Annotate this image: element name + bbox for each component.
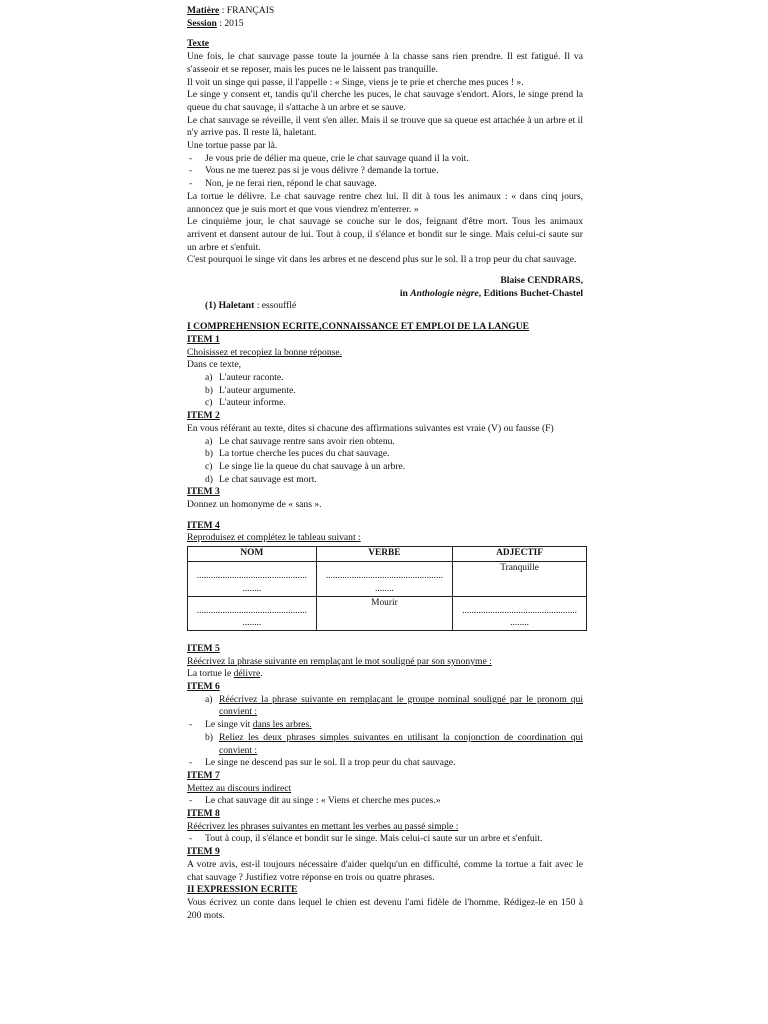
session-label: Session xyxy=(187,17,217,29)
footnote-label: (1) Haletant xyxy=(205,300,255,312)
item-6-parts xyxy=(187,694,583,719)
source-line xyxy=(187,288,583,301)
item-5-sentence: La tortue le délivre. xyxy=(187,668,263,680)
texte-paragraph-8: C'est pourquoi le singe vit dans les arbres et ne descend plus sur le sol. Il a trop peur du chat sauvage. xyxy=(187,254,577,266)
item-7-instruction: Mettez au discours indirect xyxy=(187,782,292,794)
table-cell-nom: ............................................... ........ xyxy=(188,596,317,630)
texte-paragraph-4: Le chat sauvage se réveille, il vent s'en aller. Mais il se trouve que sa queue est attachée à un arbre et il n'y arrive pas. Il reste là, haletant. xyxy=(187,114,583,139)
item-4-table xyxy=(187,546,587,631)
item-1-instruction: Choisissez et recopiez la bonne réponse. xyxy=(187,346,343,358)
item-4-title: ITEM 4 xyxy=(187,519,220,531)
table-header-verbe: VERBE xyxy=(316,547,452,562)
texte-paragraph-1: Une fois, le chat sauvage passe toute la journée à la chasse sans rien prendre. Il est fatigué. Il va s'asseoir et se reposer, mais les puces ne le laissent pas tranquille. xyxy=(187,51,583,75)
item-1-option-b: b) L'auteur argumente. xyxy=(205,384,296,396)
texte-paragraph-5: Une tortue passe par là. xyxy=(187,140,278,152)
texte-paragraph-6: La tortue le délivre. Le chat sauvage rentre chez lui. Il dit à tous les animaux : « dans cinq jours, annoncez que je suis mort et que vous viendrez m'enterrer. » xyxy=(187,190,583,215)
item-8-instruction: Réécrivez les phrases suivantes en mettant les verbes au passé simple : xyxy=(187,820,459,832)
item-2-option-c: c) Le singe lie la queue du chat sauvage à un arbre. xyxy=(205,460,406,472)
item-3-title: ITEM 3 xyxy=(187,486,220,498)
item-6-part-a: a) Réécrivez la phrase suivante en remplaçant le groupe nominal souligné par le pronom qui convient : xyxy=(205,693,583,718)
item-8-sentence: - Tout à coup, il s'élance et bondit sur le singe. Mais celui-ci saute sur un arbre et s'enfuit. xyxy=(187,833,583,846)
table-cell-verbe: Mourir xyxy=(316,596,452,630)
item-9-text: A votre avis, est-il toujours nécessaire d'aider quelqu'un en difficulté, comme la tortue a fait avec le chat sauvage ? Justifiez votre réponse en trois ou quatre phrases. xyxy=(187,858,583,883)
item-7-title: ITEM 7 xyxy=(187,769,220,781)
table-row xyxy=(188,596,587,630)
session-line xyxy=(187,18,583,31)
item-2-options xyxy=(187,436,583,487)
matiere-value: : FRANÇAIS xyxy=(219,5,275,16)
matiere-line xyxy=(187,5,583,18)
section-1-title: I COMPREHENSION ECRITE,CONNAISSANCE ET EMPLOI DE LA LANGUE xyxy=(187,321,530,333)
texte-paragraph-7: Le cinquième jour, le chat sauvage se couche sur le dos, feignant d'être mort. Tous les animaux arrivent et dansent autour de lui. Tout à coup, il s'élance et bondit sur le singe. Mais celui-ci saute sur un arbre et s'enfuit. xyxy=(187,216,583,253)
item-6-b-sentence: - Le singe ne descend pas sur le sol. Il a trop peur du chat sauvage. xyxy=(187,757,583,770)
item-2-title: ITEM 2 xyxy=(187,410,220,422)
source-book: Anthologie nègre xyxy=(410,287,479,299)
item-6-a-sentence: - Le singe vit dans les arbres. xyxy=(187,719,583,732)
item-2-option-d: d) Le chat sauvage est mort. xyxy=(205,473,317,485)
dialogue-line-1: - Je vous prie de délier ma queue, crie le chat sauvage quand il la voit. xyxy=(187,153,583,166)
dialogue-line-3: - Non, je ne ferai rien, répond le chat sauvage. xyxy=(187,178,583,191)
table-row xyxy=(188,562,587,596)
item-2-option-a: a) Le chat sauvage rentre sans avoir rien obtenu. xyxy=(205,435,395,447)
item-2-option-b: b) La tortue cherche les puces du chat sauvage. xyxy=(205,448,390,460)
texte-title: Texte xyxy=(187,38,210,50)
footnote xyxy=(187,300,583,313)
table-cell-adjectif: Tranquille xyxy=(453,562,587,596)
texte-paragraph-2: Il voit un singe qui passe, il l'appelle : « Singe, viens je te prie et cherche mes puces ! ». xyxy=(187,76,524,88)
table-header-nom: NOM xyxy=(188,547,317,562)
item-9-title: ITEM 9 xyxy=(187,846,220,858)
item-1-intro: Dans ce texte, xyxy=(187,359,242,371)
item-5-instruction: Réécrivez la phrase suivante en remplaçant le mot souligné par son synonyme : xyxy=(187,655,492,667)
matiere-label: Matière xyxy=(187,5,220,16)
document-page xyxy=(187,5,583,922)
underlined-group: dans les arbres. xyxy=(252,719,312,731)
source-publisher: , Editions Buchet-Chastel xyxy=(478,287,583,299)
item-7-sentence: - Le chat sauvage dit au singe : « Viens et cherche mes puces.» xyxy=(187,795,583,808)
item-3-instruction: Donnez un homonyme de « sans ». xyxy=(187,499,322,511)
table-header-row xyxy=(188,547,587,562)
section-2-text: Vous écrivez un conte dans lequel le chien est devenu l'ami fidèle de l'homme. Rédigez-le en 150 à 200 mots. xyxy=(187,897,583,921)
item-6-part-b: b) Reliez les deux phrases simples suivantes en utilisant la conjonction de coordination qui convient : xyxy=(205,731,583,756)
item-5-title: ITEM 5 xyxy=(187,642,220,654)
item-1-title: ITEM 1 xyxy=(187,333,220,345)
footnote-value: : essoufflé xyxy=(254,300,297,312)
item-8-title: ITEM 8 xyxy=(187,808,220,820)
item-2-instruction: En vous référant au texte, dites si chacune des affirmations suivantes est vraie (V) ou fausse (F) xyxy=(187,422,554,434)
item-6-title: ITEM 6 xyxy=(187,681,220,693)
item-1-options xyxy=(187,372,583,410)
table-cell-nom: ............................................... ........ xyxy=(188,562,317,596)
item-1-option-a: a) L'auteur raconte. xyxy=(205,371,284,383)
table-header-adjectif: ADJECTIF xyxy=(453,547,587,562)
dialogue-line-2: - Vous ne me tuerez pas si je vous délivre ? demande la tortue. xyxy=(187,165,583,178)
texte-paragraph-3: Le singe y consent et, tandis qu'il cherche les puces, le chat sauvage s'endort. Alors, le singe prend la queue du chat sauvage, il s'attache à un arbre et se sauve. xyxy=(187,89,583,113)
table-cell-adjectif: ................................................. ........ xyxy=(453,596,587,630)
author-name: Blaise CENDRARS, xyxy=(500,275,583,287)
table-cell-verbe: .................................................. ........ xyxy=(316,562,452,596)
source-in: in xyxy=(399,287,411,299)
item-4-instruction: Reproduisez et complétez le tableau suivant : xyxy=(187,532,361,544)
section-2-title: II EXPRESSION ECRITE xyxy=(187,884,298,896)
underlined-word: délivre xyxy=(233,668,261,680)
item-1-option-c: c) L'auteur informe. xyxy=(205,397,286,409)
session-value: : 2015 xyxy=(216,17,244,29)
